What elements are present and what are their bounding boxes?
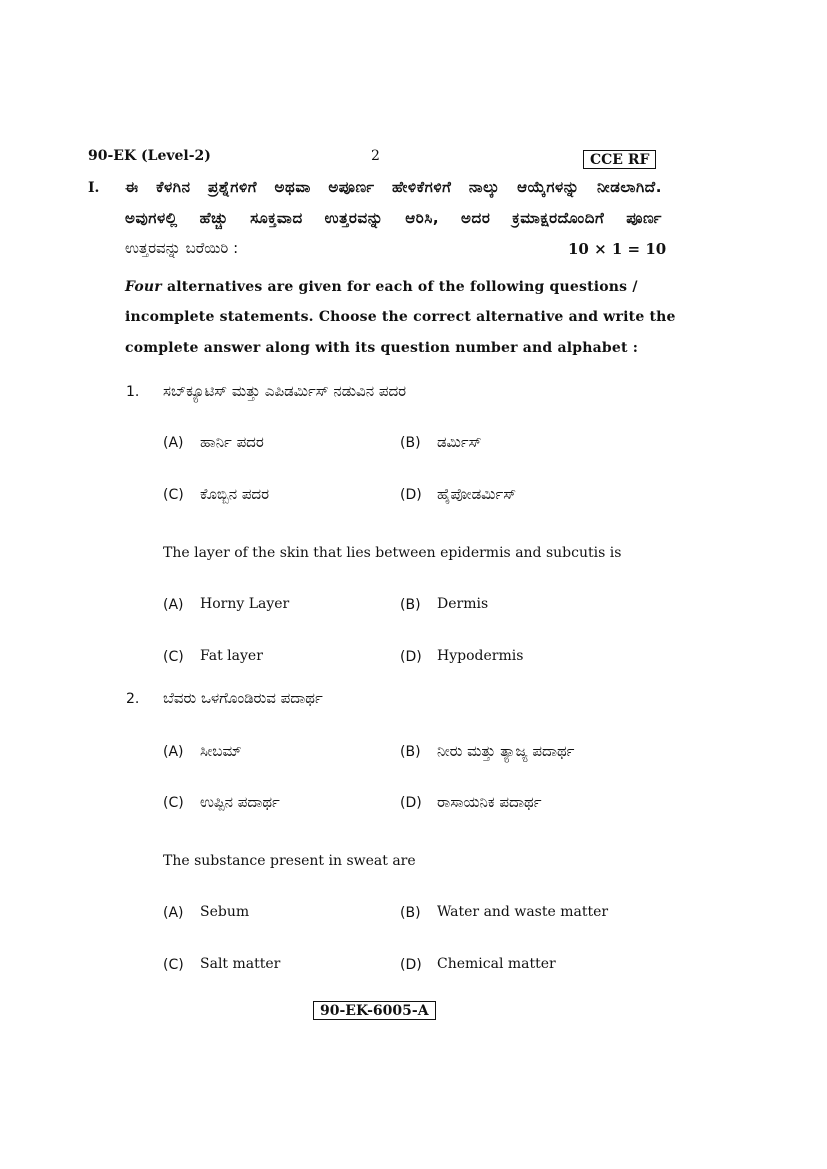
q1-kn-option-b-letter: (B) [400,435,421,451]
q2-kn-option-c-text: ಉಪ್ಪಿನ ಪದಾರ್ಥ [200,793,280,811]
kannada-instruction-line-1: ಈ ಕೆಳಗಿನ ಪ್ರಶ್ನೆಗಳಿಗೆ ಅಥವಾ ಅಪೂರ್ಣ ಹೇಳಿಕೆಗಳಿಗೆ ನಾಲ್ಕು ಆಯ್ಕೆಗಳನ್ನು ನೀಡಲಾಗಿದೆ. [125,178,662,196]
q1-en-option-a-letter: (A) [163,597,184,613]
q1-kn-option-d-letter: (D) [400,487,422,503]
cce-rf-badge: CCE RF [583,150,656,169]
q2-en-option-d-text: Chemical matter [437,956,556,972]
q1-en-option-d-letter: (D) [400,649,422,665]
kannada-instruction-line-2: ಅವುಗಳಲ್ಲಿ ಹೆಚ್ಚು ಸೂಕ್ತವಾದ ಉತ್ತರವನ್ನು ಆರಿಸಿ, ಅದರ ಕ್ರಮಾಕ್ಷರದೊಂದಿಗೆ ಪೂರ್ಣ [125,209,662,227]
q2-kn-option-a-text: ಸೀಬಮ್ [200,742,242,760]
q1-en-option-a-text: Horny Layer [200,596,290,612]
q1-en-option-c-text: Fat layer [200,648,263,664]
q2-kn-option-b-text: ನೀರು ಮತ್ತು ತ್ಯಾಜ್ಯ ಪದಾರ್ಥ [437,742,575,760]
q2-en-option-d-letter: (D) [400,957,422,973]
q1-kn-option-a-text: ಹಾರ್ನಿ ಪದರ [200,433,264,451]
q1-en-option-d-text: Hypodermis [437,648,524,664]
q1-kn-option-a-letter: (A) [163,435,184,451]
q2-kn-option-b-letter: (B) [400,744,421,760]
q2-en-option-c-text: Salt matter [200,956,281,972]
english-instruction-line-3: complete answer along with its question number and alphabet : [125,340,639,356]
q1-kn-option-c-letter: (C) [163,487,184,503]
marks-allocation: 10 × 1 = 10 [568,240,667,258]
question-2-english-text: The substance present in sweat are [163,853,416,869]
page-number: 2 [371,148,380,164]
q1-en-option-b-letter: (B) [400,597,421,613]
q2-en-option-a-text: Sebum [200,904,250,920]
question-1-kannada-text: ಸಬ್‌ಕ್ಯೂಟಿಸ್ ಮತ್ತು ಎಪಿಡರ್ಮಿಸ್ ನಡುವಿನ ಪದರ [163,382,407,400]
q1-en-option-b-text: Dermis [437,596,489,612]
q1-kn-option-b-text: ಡರ್ಮಿಸ್ [437,433,482,451]
paper-level-code: 90-EK (Level-2) [88,148,211,164]
q2-kn-option-d-letter: (D) [400,795,422,811]
kannada-instruction-line-3: ಉತ್ತರವನ್ನು ಬರೆಯಿರಿ : [125,239,239,257]
question-2-number: 2. [126,691,140,707]
q1-kn-option-d-text: ಹೈಪೋಡರ್ಮಿಸ್ [437,485,517,503]
q2-en-option-b-text: Water and waste matter [437,904,609,920]
q1-kn-option-c-text: ಕೊಬ್ಬಿನ ಪದರ [200,485,270,503]
section-roman-numeral: I. [88,180,100,196]
english-instruction-line-1-rest: alternatives are given for each of the following questions / [161,279,638,295]
paper-code-footer: 90-EK-6005-A [313,1001,436,1020]
q1-en-option-c-letter: (C) [163,649,184,665]
english-instruction-line-2: incomplete statements. Choose the correct alternative and write the [125,309,676,325]
q2-kn-option-a-letter: (A) [163,744,184,760]
question-2-kannada-text: ಬೆವರು ಒಳಗೊಂಡಿರುವ ಪದಾರ್ಥ [163,689,323,707]
four-emphasis: Four [125,279,162,295]
q2-en-option-c-letter: (C) [163,957,184,973]
q2-kn-option-d-text: ರಾಸಾಯನಿಕ ಪದಾರ್ಥ [437,793,542,811]
q2-kn-option-c-letter: (C) [163,795,184,811]
question-1-number: 1. [126,384,140,400]
q2-en-option-a-letter: (A) [163,905,184,921]
english-instruction-line-1 [125,279,662,295]
question-1-english-text: The layer of the skin that lies between epidermis and subcutis is [163,545,622,561]
q2-en-option-b-letter: (B) [400,905,421,921]
